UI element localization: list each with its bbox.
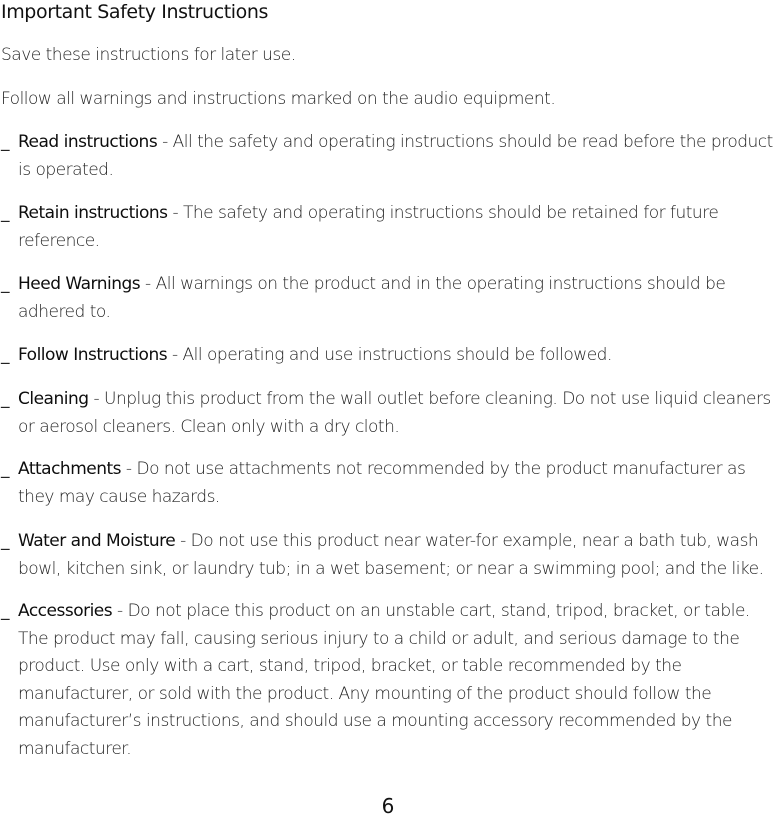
page-title: Important Safety Instructions [1, 1, 269, 23]
list-item-body [18, 200, 776, 255]
intro-follow-warnings: Follow all warnings and instructions marked on the audio equipment. [1, 89, 556, 109]
item-separator: - [157, 132, 173, 152]
item-term: Follow Instructions [18, 345, 168, 365]
list-item-read-instructions [0, 129, 776, 184]
bullet-marker: _ [1, 132, 9, 152]
item-separator: - [175, 531, 191, 551]
list-item-body [18, 386, 776, 441]
bullet-marker: _ [1, 274, 9, 294]
bullet-marker: _ [1, 459, 9, 479]
bullet-marker: _ [1, 389, 9, 409]
item-text: Unplug this product from the wall outlet before cleaning. Do not use liquid cleaners or aerosol cleaners. Clean only with a dry cloth. [18, 389, 771, 437]
list-item-body [18, 129, 776, 184]
item-separator: - [112, 601, 128, 621]
list-item-body [18, 342, 776, 370]
bullet-marker: _ [1, 345, 9, 365]
list-item-body [18, 271, 776, 326]
item-term: Water and Moisture [18, 531, 176, 551]
bullet-marker: _ [1, 531, 9, 551]
item-term: Read instructions [18, 132, 158, 152]
list-item-follow-instructions [0, 342, 776, 370]
list-item-body [18, 456, 776, 511]
item-separator: - [167, 345, 183, 365]
page-number: 6 [381, 794, 395, 818]
item-text: All operating and use instructions should be followed. [182, 345, 612, 365]
intro-save-instructions: Save these instructions for later use. [1, 45, 296, 65]
item-term: Cleaning [18, 389, 89, 409]
item-text: Do not use attachments not recommended by the product manufacturer as they may cause hazards. [18, 459, 746, 507]
list-item-retain-instructions [0, 200, 776, 255]
item-term: Heed Warnings [18, 274, 141, 294]
item-text: All warnings on the product and in the operating instructions should be adhered to. [18, 274, 726, 322]
item-term: Attachments [18, 459, 122, 479]
list-item-attachments [0, 456, 776, 511]
list-item-accessories [0, 598, 776, 763]
item-text: The safety and operating instructions should be retained for future reference. [18, 203, 719, 251]
item-separator: - [121, 459, 137, 479]
list-item-cleaning [0, 386, 776, 441]
item-separator: - [88, 389, 104, 409]
item-term: Accessories [18, 601, 113, 621]
item-separator: - [167, 203, 183, 223]
list-item-body [18, 528, 776, 583]
bullet-marker: _ [1, 601, 9, 621]
item-term: Retain instructions [18, 203, 168, 223]
item-text: Do not place this product on an unstable cart, stand, tripod, bracket, or table. The product may fall, causing serious injury to a child or adult, and serious damage to the product. Use only with a cart, stand, tripod, bracket, or table recommended by the manufacturer, or sold with the product. Any mounting of the product should follow the manufacturer’s instructions, and should use a mounting accessory recommended by the manufacturer. [18, 601, 750, 759]
item-text: All the safety and operating instructions should be read before the product is operated. [18, 132, 773, 180]
list-item-heed-warnings [0, 271, 776, 326]
list-item-body [18, 598, 776, 763]
list-item-water-and-moisture [0, 528, 776, 583]
bullet-marker: _ [1, 203, 9, 223]
item-separator: - [140, 274, 156, 294]
item-text: Do not use this product near water-for example, near a bath tub, wash bowl, kitchen sink, or laundry tub; in a wet basement; or near a swimming pool; and the like. [18, 531, 764, 579]
